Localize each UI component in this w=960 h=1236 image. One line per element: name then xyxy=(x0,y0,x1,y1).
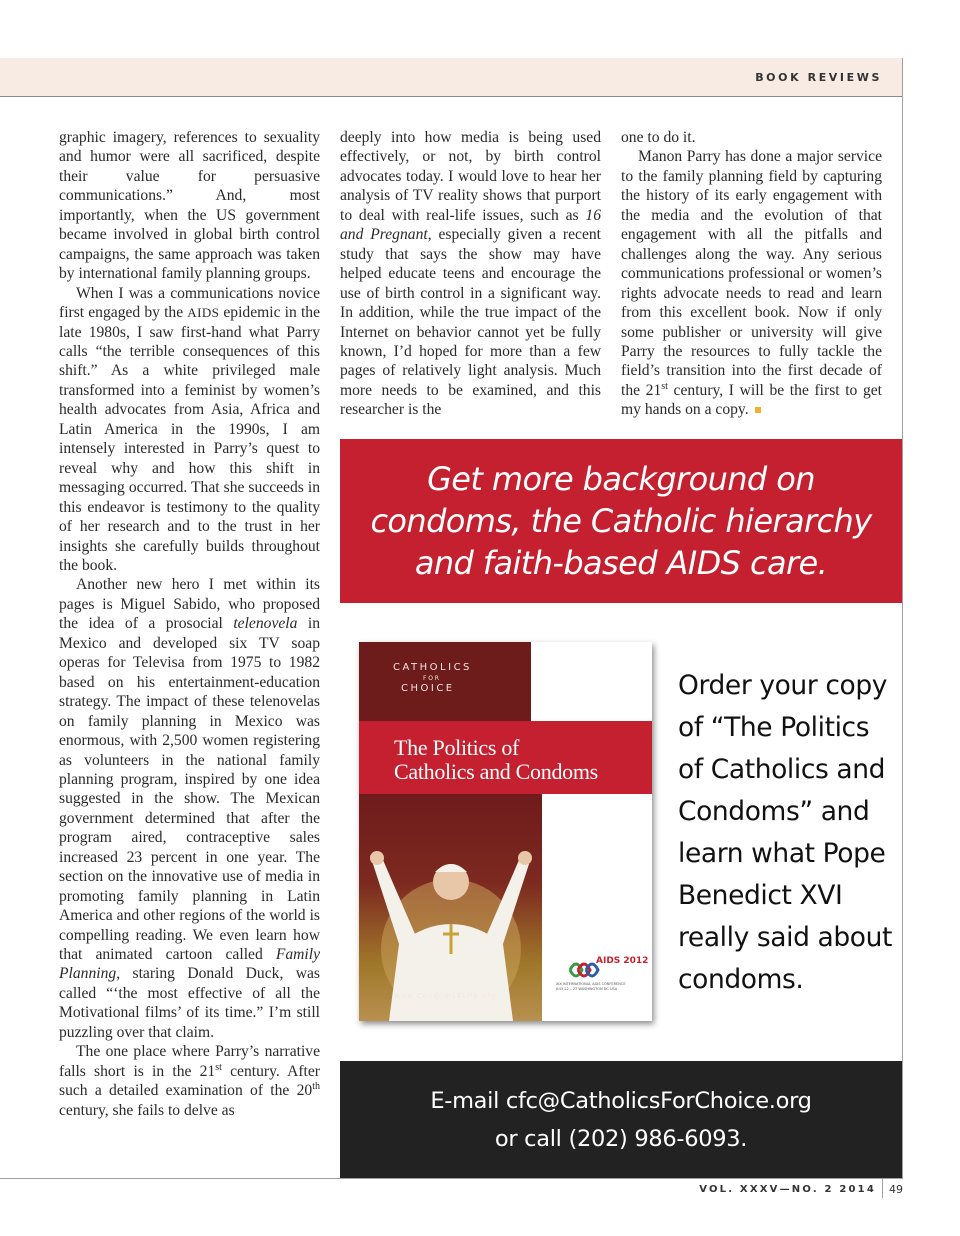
ad-phone: or call (202) 986-6093. xyxy=(494,1125,748,1152)
pope-photo xyxy=(359,794,542,1021)
pope-figure-illustration xyxy=(359,794,542,1021)
aids-2012-text: AIDS 2012 xyxy=(596,956,649,966)
ad-headline: Get more background on condoms, the Catholic hierarchy and faith-based AIDS care. xyxy=(370,460,872,582)
section-label: BOOK REVIEWS xyxy=(755,71,882,84)
ad-email[interactable]: E-mail cfc@CatholicsForChoice.org xyxy=(430,1087,812,1114)
book-brand-logo: CATHOLICS FOR CHOICE xyxy=(393,662,472,694)
paragraph: The one place where Parry’s narrative falls short is in the 21st century. After such a detailed examination of the 20th century, she fails to delve as xyxy=(59,1043,320,1119)
paragraph: one to do it. xyxy=(621,129,696,146)
advertisement xyxy=(340,439,902,1178)
book-url: www.Condoms4Life.org xyxy=(394,992,497,1000)
paragraph: deeply into how media is being used effectively, or not, by birth control advocates today. I would love to hear her analysis of TV reality shows that purport to deal with real-life issues, such as 16 and Pregnant, especially given a recent study that says the show may have helped educate teens and encourage the use of birth control in a significant way. In addition, while the true impact of the Internet on behavior cannot yet be fully known, I’d hoped for more than a few pages of relatively light analysis. Much more needs to be examined, and this researcher is the xyxy=(340,129,601,419)
paragraph: When I was a communications novice first engaged by the AIDS epidemic in the late 1980s, I saw first-hand what Parry calls “the terrible consequences of this shift.” As a white privileged male transformed into a feminist by women’s health advocates from Asia, Africa and Latin America in the 1990s, I am intensely interested in Parry’s quest to reveal why and how this shift in messaging occurred. That she succeeds in this endeavor is testimony to the quality of her research and to the trust in her insights she carefully builds throughout the book. xyxy=(59,284,320,574)
footer-separator xyxy=(882,1178,883,1198)
right-margin-rule xyxy=(902,58,903,1178)
ad-order-text: Order your copy of “The Politics of Catholics and Condoms” and learn what Pope Benedict XVI really said about condoms. xyxy=(678,670,892,995)
article-column-2 xyxy=(340,128,601,420)
ad-headline-band xyxy=(340,439,902,603)
ad-contact-band xyxy=(340,1061,902,1178)
paragraph: Another new hero I met within its pages is Miguel Sabido, who proposed the idea of a prosocial telenovela in Mexico and developed six TV soap operas for Televisa from 1975 to 1982 based on his entertainment-education strategy. The impact of these telenovelas on family planning in Mexico was enormous, with 2,500 women registering as volunteers in the national family planning program, inspired by one idea suggested in the show. The Mexican government determined that after the program aired, contraceptive sales increased 23 percent in one year. The section on the innovative use of media in promoting family planning in Latin America and other regions of the world is compelling reading. We even learn how that animated cartoon called Family Planning, staring Donald Duck, was called “‘the most effective of all the Motivational films’ of its time.” I’m still puzzling over that claim. xyxy=(59,576,320,1041)
article-column-3 xyxy=(621,128,882,420)
book-title: The Politics of Catholics and Condoms xyxy=(394,735,598,784)
book-cover-image xyxy=(359,642,652,1021)
paragraph: graphic imagery, references to sexuality and humor were all sacrificed, despite their value for persuasive communications.” And, most importantly, when the US government became involved in global birth control campaigns, the same approach was taken by international family planning groups. xyxy=(59,129,320,283)
footer-rule xyxy=(0,1178,903,1179)
footer-volume: VOL. XXXV—NO. 2 2014 xyxy=(699,1184,876,1195)
article-column-1 xyxy=(59,128,320,1120)
page-number: 49 xyxy=(889,1183,903,1196)
conference-subtext: XIX INTERNATIONAL AIDS CONFERENCE JULY 22 – 27 WASHINGTON DC USA xyxy=(556,982,626,991)
end-of-article-icon xyxy=(755,407,761,413)
paragraph: Manon Parry has done a major service to the family planning field by capturing the history of its early engagement with the media and the evolution of that engagement with all the pitfalls and challenges along the way. Any serious communications professional or women’s rights advocate needs to read and learn from this excellent book. Now if only some publisher or university will give Parry the resources to fully tackle the field’s transition into the first decade of the 21st century, I will be the first to get my hands on a copy. xyxy=(621,148,882,419)
header-rule xyxy=(0,96,903,97)
